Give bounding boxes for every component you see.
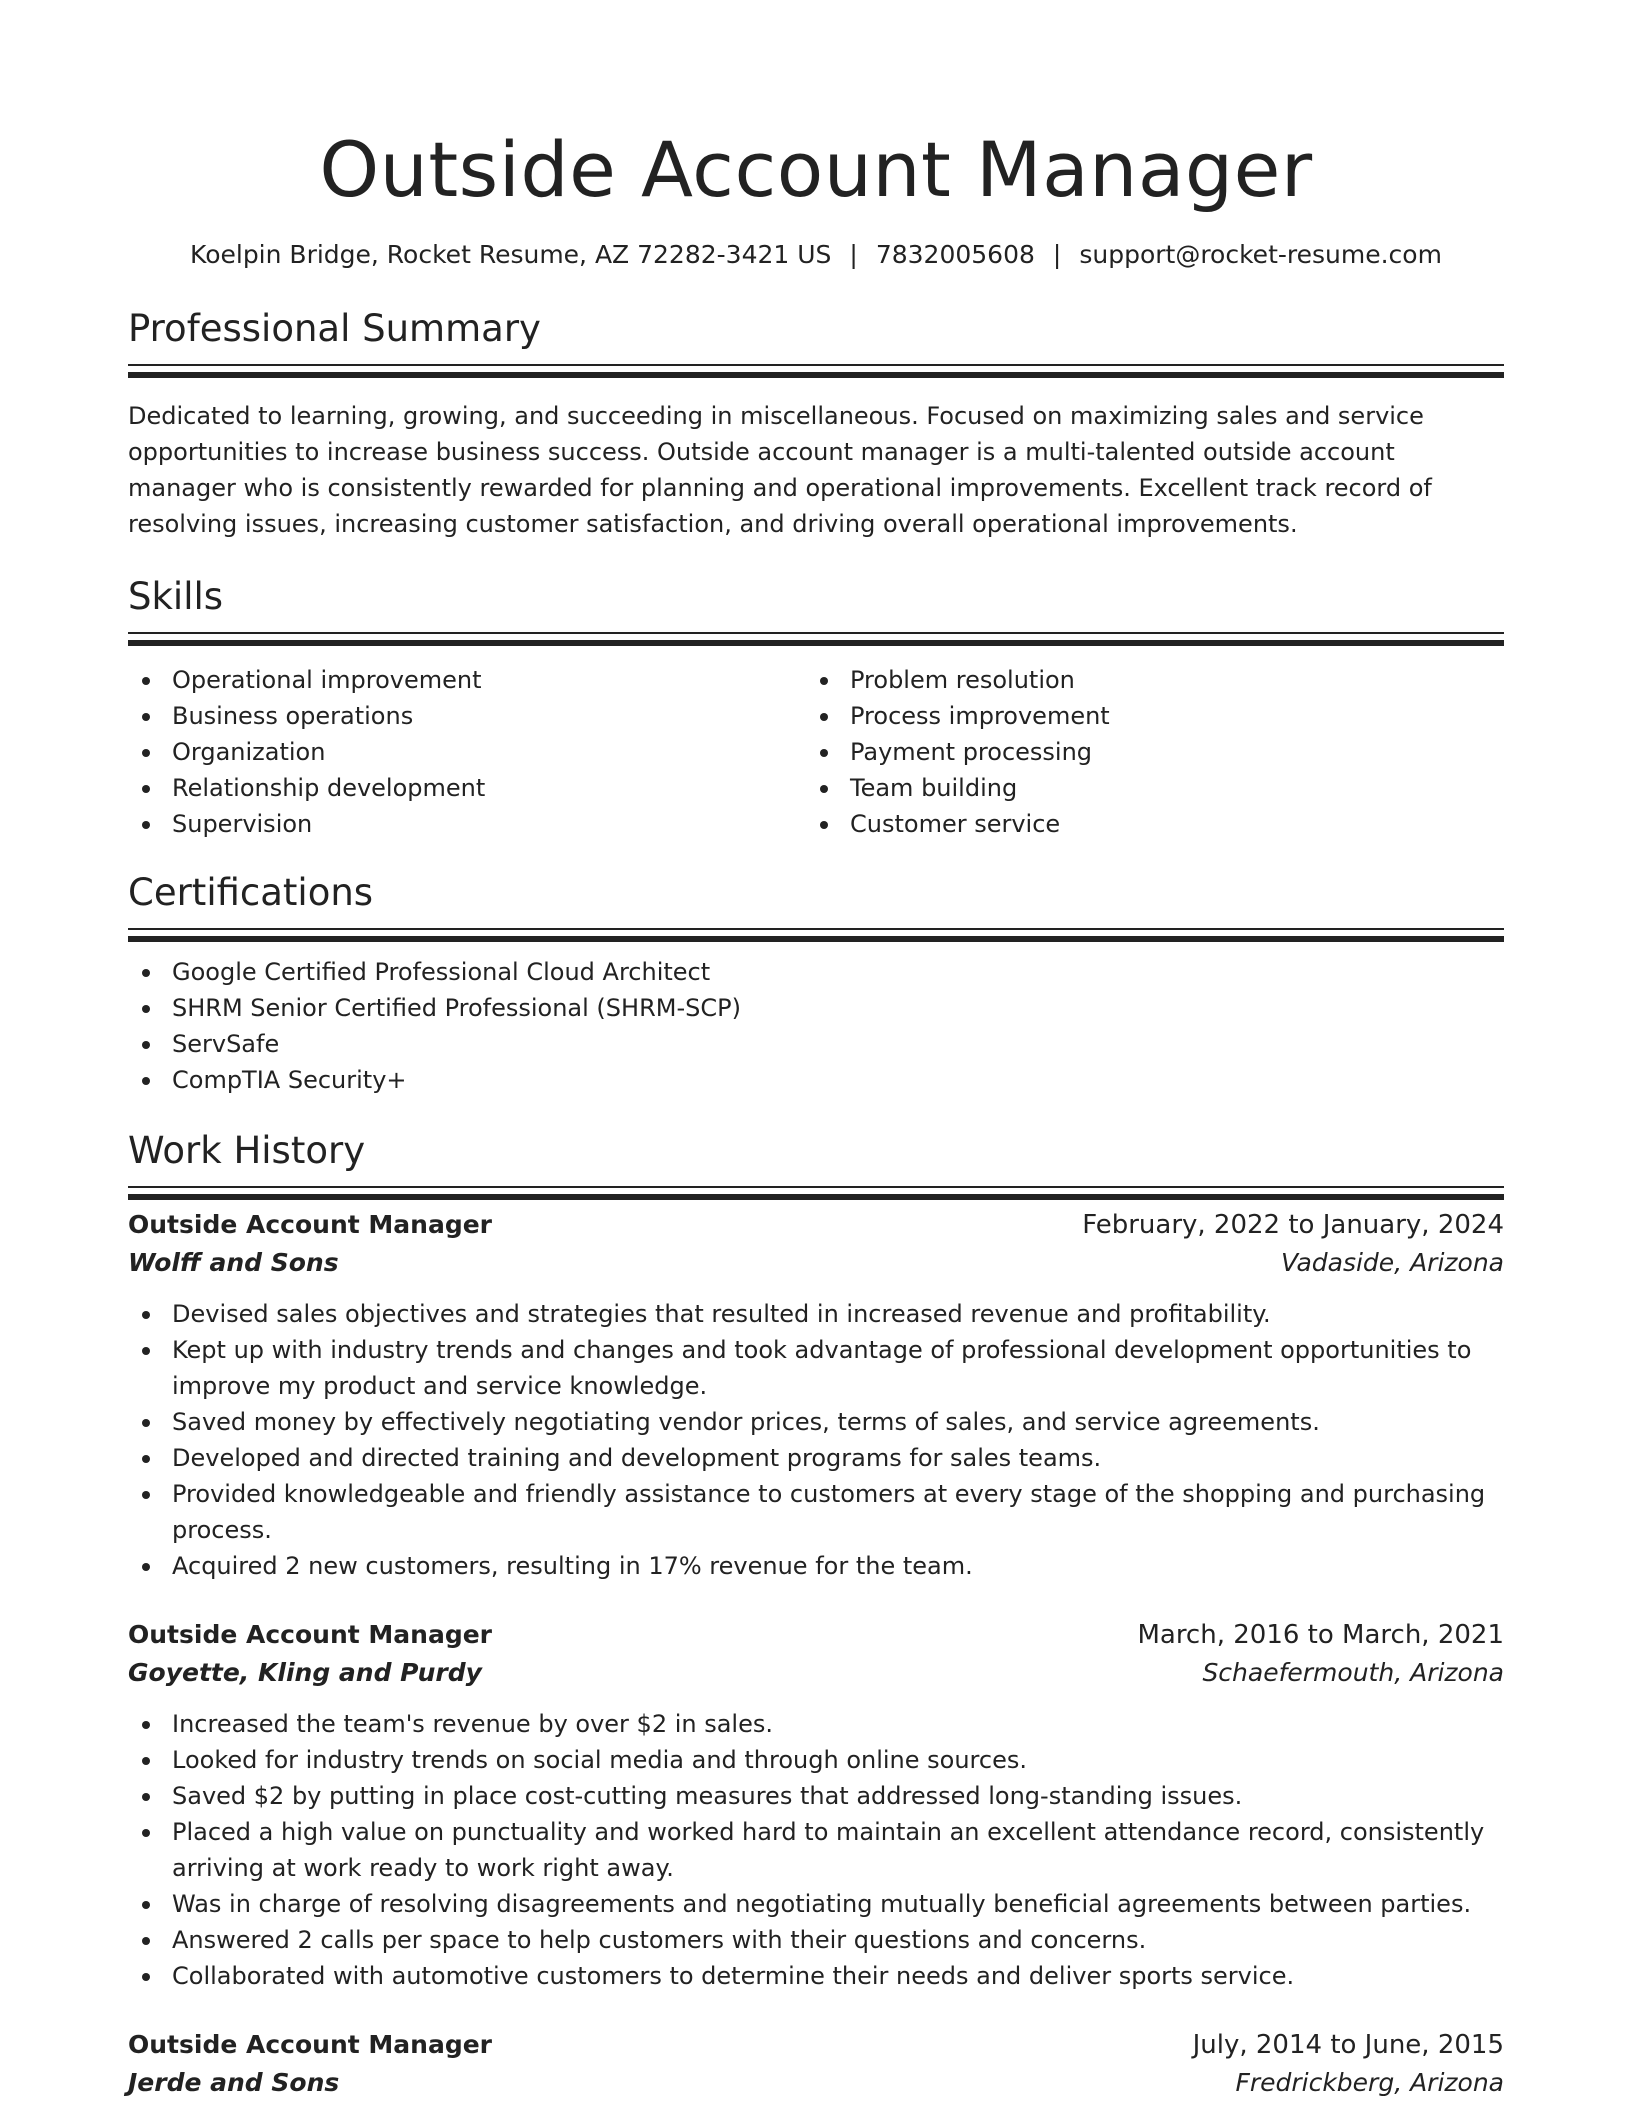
skill-item: Organization [128, 734, 806, 770]
job-header [128, 1206, 1504, 1244]
skill-item: Relationship development [128, 770, 806, 806]
skill-item: Supervision [128, 806, 806, 842]
job-bullet: Collaborated with automotive customers to determine their needs and deliver sports service. [128, 1958, 1504, 1994]
skill-item: Customer service [806, 806, 1484, 842]
skills-section [128, 574, 1504, 842]
job-bullets [128, 1296, 1504, 1584]
certification-item: SHRM Senior Certified Professional (SHRM-SCP) [128, 990, 1504, 1026]
certifications-section [128, 870, 1504, 1098]
contact-email[interactable]: support@rocket-resume.com [1079, 240, 1442, 269]
job-title: Outside Account Manager [128, 1210, 493, 1239]
job-bullet: Answered 2 calls per space to help customers with their questions and concerns. [128, 1922, 1504, 1958]
job-bullet: Was in charge of resolving disagreements and negotiating mutually beneficial agreements between parties. [128, 1886, 1504, 1922]
section-divider [128, 364, 1504, 366]
contact-separator: | [1052, 240, 1062, 269]
summary-heading: Professional Summary [128, 307, 541, 350]
resume-page [128, 0, 1504, 2102]
certifications-heading: Certifications [128, 871, 374, 914]
resume-name: Outside Account Manager [319, 125, 1313, 214]
job-title: Outside Account Manager [128, 1620, 493, 1649]
section-divider [128, 632, 1504, 634]
work-history-section [128, 1128, 1504, 2102]
contact-line [128, 238, 1504, 272]
job-bullet: Saved money by effectively negotiating vendor prices, terms of sales, and service agreements. [128, 1404, 1504, 1440]
job-bullets [128, 1706, 1504, 1994]
job-dates: March, 2016 to March, 2021 [1137, 1620, 1504, 1650]
job-header [128, 2026, 1504, 2064]
contact-separator: | [849, 240, 858, 269]
certification-item: Google Certified Professional Cloud Architect [128, 954, 1504, 990]
job-location: Fredrickberg, Arizona [1235, 2068, 1504, 2097]
certifications-list [128, 954, 1504, 1098]
skills-heading: Skills [128, 575, 224, 618]
section-divider [128, 1186, 1504, 1188]
certification-item: CompTIA Security+ [128, 1062, 1504, 1098]
job-bullet: Developed and directed training and development programs for sales teams. [128, 1440, 1504, 1476]
job-entry [128, 2026, 1504, 2102]
job-bullet: Increased the team's revenue by over $2 in sales. [128, 1706, 1504, 1742]
job-bullet: Acquired 2 new customers, resulting in 17% revenue for the team. [128, 1548, 1504, 1584]
job-entry [128, 1206, 1504, 1584]
job-dates: February, 2022 to January, 2024 [1082, 1210, 1504, 1240]
job-subheader [128, 2064, 1504, 2102]
work-history-heading: Work History [128, 1129, 366, 1172]
job-bullet: Kept up with industry trends and changes and took advantage of professional development opportunities to improve my product and service knowledge. [128, 1332, 1504, 1404]
skill-item: Problem resolution [806, 662, 1484, 698]
skill-item: Process improvement [806, 698, 1484, 734]
job-bullet: Saved $2 by putting in place cost-cutting measures that addressed long-standing issues. [128, 1778, 1504, 1814]
summary-section [128, 306, 1504, 542]
job-subheader [128, 1244, 1504, 1282]
job-bullet: Devised sales objectives and strategies that resulted in increased revenue and profitability. [128, 1296, 1504, 1332]
skills-columns [128, 662, 1504, 842]
job-title: Outside Account Manager [128, 2030, 493, 2059]
skills-list-right [806, 662, 1484, 842]
job-bullet: Provided knowledgeable and friendly assistance to customers at every stage of the shopping and purchasing process. [128, 1476, 1504, 1548]
job-company: Wolff and Sons [128, 1248, 339, 1277]
summary-text: Dedicated to learning, growing, and succeeding in miscellaneous. Focused on maximizing sales and service opportunities to increase business success. Outside account manager is a multi-talented outside account manager who is consistently rewarded for planning and operational improvements. Excellent track record of resolving issues, increasing customer satisfaction, and driving overall operational improvements. [128, 402, 1432, 538]
job-bullet: Looked for industry trends on social media and through online sources. [128, 1742, 1504, 1778]
job-subheader [128, 1654, 1504, 1692]
job-entry [128, 1616, 1504, 1994]
skill-item: Operational improvement [128, 662, 806, 698]
job-header [128, 1616, 1504, 1654]
job-company: Goyette, Kling and Purdy [128, 1658, 482, 1687]
job-company: Jerde and Sons [128, 2068, 340, 2097]
job-location: Schaefermouth, Arizona [1202, 1658, 1504, 1687]
section-divider [128, 928, 1504, 930]
contact-address: Koelpin Bridge, Rocket Resume, AZ 72282-3421 US [190, 240, 832, 269]
job-location: Vadaside, Arizona [1280, 1248, 1504, 1277]
skill-item: Team building [806, 770, 1484, 806]
job-dates: July, 2014 to June, 2015 [1192, 2030, 1504, 2060]
skill-item: Business operations [128, 698, 806, 734]
certification-item: ServSafe [128, 1026, 1504, 1062]
contact-phone: 7832005608 [875, 240, 1035, 269]
skills-list-left [128, 662, 806, 842]
skill-item: Payment processing [806, 734, 1484, 770]
job-bullet: Placed a high value on punctuality and worked hard to maintain an excellent attendance record, consistently arriving at work ready to work right away. [128, 1814, 1504, 1886]
